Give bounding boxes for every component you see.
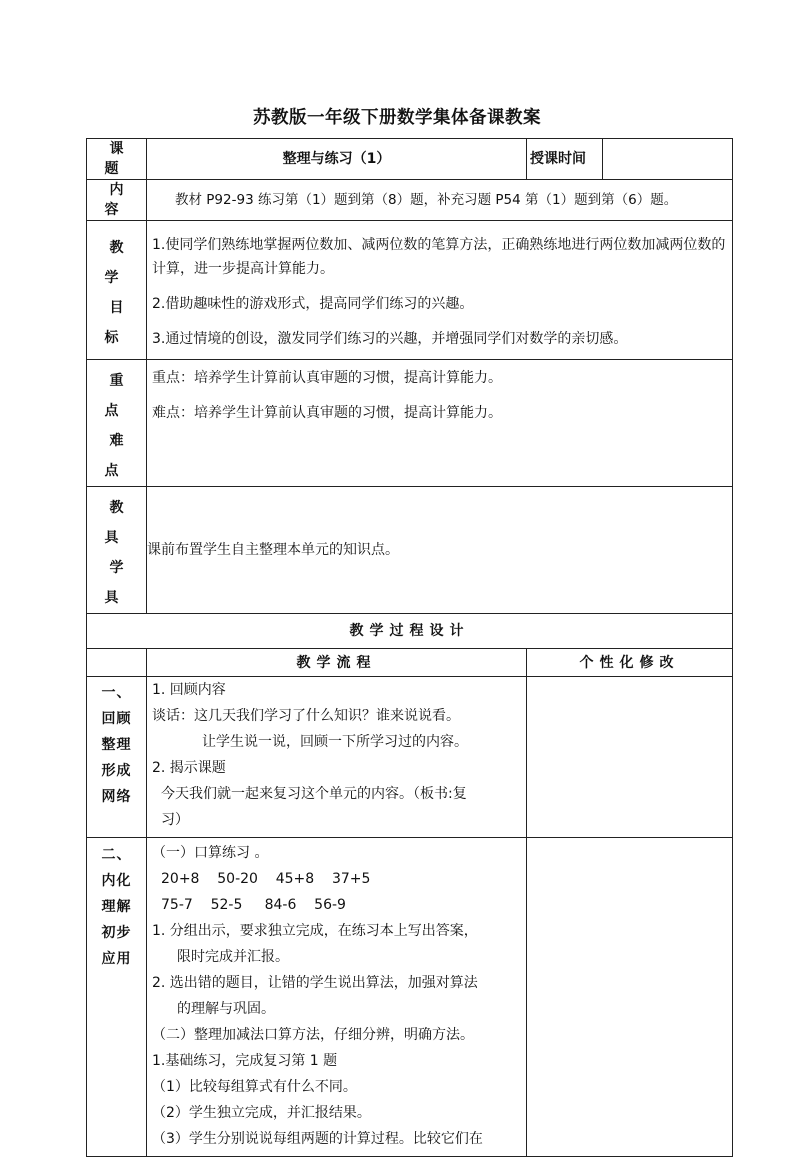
section-1-label-line: 回顾 bbox=[101, 711, 132, 727]
section-2-line: 1. 分组出示，要求独立完成，在练习本上写出答案， bbox=[152, 923, 478, 939]
personalized-revision-header: 个性化修改 bbox=[527, 649, 733, 677]
lesson-plan-table bbox=[86, 138, 733, 1157]
topic-value: 整理与练习（1） bbox=[147, 139, 527, 180]
section-2-line: （二）整理加减法口算方法，仔细分辨，明确方法。 bbox=[152, 1027, 474, 1043]
key-points-label bbox=[87, 360, 147, 487]
objectives-label-line-2: 目 标 bbox=[104, 300, 134, 346]
section-2-line: 1.基础练习，完成复习第 1 题 bbox=[152, 1053, 338, 1069]
section-1-label-line: 网络 bbox=[101, 789, 132, 805]
document-title: 苏教版一年级下册数学集体备课教案 bbox=[253, 108, 541, 128]
topic-row bbox=[87, 139, 733, 180]
section-2-line: 2. 选出错的题目，让错的学生说出算法，加强对算法 bbox=[152, 975, 478, 991]
section-1-line: 1. 回顾内容 bbox=[152, 682, 226, 698]
section-2-content bbox=[147, 838, 527, 1157]
section-1-label-line: 一、 bbox=[101, 685, 132, 701]
objectives-label-line-1: 教 学 bbox=[104, 240, 134, 286]
section-2-label-line: 内化 bbox=[101, 873, 132, 889]
columns-header-row bbox=[87, 649, 733, 677]
section-2-line: 限时完成并汇报。 bbox=[177, 949, 289, 965]
columns-header-blank bbox=[87, 649, 147, 677]
content-label: 内 容 bbox=[87, 180, 147, 221]
tools-content: 课前布置学生自主整理本单元的知识点。 bbox=[147, 487, 733, 614]
process-design-heading: 教学过程设计 bbox=[87, 614, 733, 649]
section-2-label-line: 二、 bbox=[101, 847, 132, 863]
section-2-line: （1）比较每组算式有什么不同。 bbox=[152, 1079, 357, 1095]
section-1-line: 谈话：这几天我们学习了什么知识？谁来说说看。 bbox=[152, 708, 460, 724]
key-points-label-line-2: 难 点 bbox=[104, 433, 134, 479]
section-2-line: （2）学生独立完成，并汇报结果。 bbox=[152, 1105, 371, 1121]
content-value: 教材 P92-93 练习第（1）题到第（8）题，补充习题 P54 第（1）题到第（6）题。 bbox=[147, 180, 733, 221]
key-points-row bbox=[87, 360, 733, 487]
objective-item: 2.借助趣味性的游戏形式，提高同学们练习的兴趣。 bbox=[152, 296, 474, 312]
section-1-label-line: 整理 bbox=[101, 737, 132, 753]
section-2-line: （3）学生分别说说每组两题的计算过程。比较它们在 bbox=[152, 1131, 483, 1147]
section-2-row bbox=[87, 838, 733, 1157]
key-points-label-line-1: 重 点 bbox=[104, 373, 134, 419]
section-2-label-line: 应用 bbox=[101, 951, 132, 967]
process-header-row bbox=[87, 614, 733, 649]
topic-label: 课 题 bbox=[87, 139, 147, 180]
difficult-point-text: 难点：培养学生计算前认真审题的习惯，提高计算能力。 bbox=[152, 405, 502, 421]
tools-label-line-2: 学 具 bbox=[104, 560, 134, 606]
teaching-time-value bbox=[603, 139, 733, 180]
section-1-line: 今天我们就一起来复习这个单元的内容。（板书:复 bbox=[161, 786, 467, 802]
section-1-row bbox=[87, 677, 733, 838]
key-point-text: 重点：培养学生计算前认真审题的习惯，提高计算能力。 bbox=[152, 370, 502, 386]
section-1-label-line: 形成 bbox=[101, 763, 132, 779]
teaching-flow-header: 教学流程 bbox=[147, 649, 527, 677]
section-1-label bbox=[87, 677, 147, 838]
section-1-personal-notes bbox=[527, 677, 733, 838]
section-2-line: （一）口算练习 。 bbox=[152, 845, 269, 861]
section-1-content bbox=[147, 677, 527, 838]
objective-item: 3.通过情境的创设，激发同学们练习的兴趣，并增强同学们对数学的亲切感。 bbox=[152, 331, 628, 347]
key-points-content bbox=[147, 360, 733, 487]
section-2-label bbox=[87, 838, 147, 1157]
section-2-label-line: 初步 bbox=[101, 925, 132, 941]
section-2-label-line: 理解 bbox=[101, 899, 132, 915]
tools-label bbox=[87, 487, 147, 614]
section-1-line: 2. 揭示课题 bbox=[152, 760, 226, 776]
tools-row bbox=[87, 487, 733, 614]
oral-calc-row: 75-7 52-5 84-6 56-9 bbox=[161, 897, 346, 913]
objectives-row bbox=[87, 221, 733, 360]
oral-calc-row: 20+8 50-20 45+8 37+5 bbox=[161, 871, 371, 887]
section-1-line: 让学生说一说，回顾一下所学习过的内容。 bbox=[202, 734, 468, 750]
section-2-line: 的理解与巩固。 bbox=[177, 1001, 275, 1017]
section-1-line: 习） bbox=[161, 812, 189, 828]
objectives-label bbox=[87, 221, 147, 360]
tools-label-line-1: 教 具 bbox=[104, 500, 134, 546]
content-row bbox=[87, 180, 733, 221]
objective-item: 1.使同学们熟练地掌握两位数加、减两位数的笔算方法，正确熟练地进行两位数加减两位数的计算，进一步提高计算能力。 bbox=[152, 237, 726, 277]
section-2-personal-notes bbox=[527, 838, 733, 1157]
objectives-content bbox=[147, 221, 733, 360]
teaching-time-label: 授课时间 bbox=[527, 139, 603, 180]
